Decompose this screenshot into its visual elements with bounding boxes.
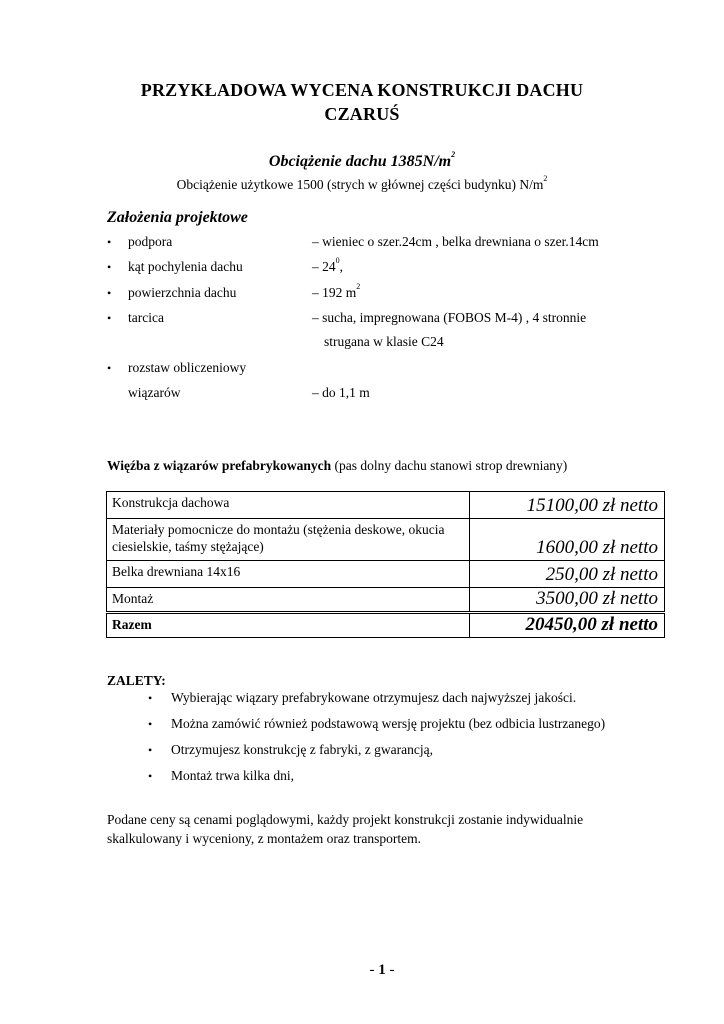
roof-load-heading [0,150,724,171]
bullet-icon: • [107,286,112,300]
bullet-icon: • [148,717,153,731]
bullet-icon: • [107,311,112,325]
useful-load-unit-sup: 2 [543,174,548,183]
page-number [0,962,724,979]
page-number-value: 1 [378,962,386,978]
item-name-cell: Materiały pomocnicze do montażu (stężenia deskowe, okucia ciesielskie, taśmy stężające) [107,519,470,561]
assumption-label: powierzchnia dachu [128,285,237,300]
advantage-text: Wybierając wiązary prefabrykowane otrzymujesz dach najwyższej jakości. [171,690,577,705]
advantage-text: Można zamówić również podstawową wersję projektu (bez odbicia lustrzanego) [171,716,606,731]
assumption-value: – wieniec o szer.24cm , belka drewniana o szer.14cm [312,234,599,249]
roof-load-unit-sup: 2 [451,150,456,159]
bullet-icon: • [107,260,112,274]
assumption-value [312,282,361,301]
useful-load-text: Obciążenie użytkowe 1500 (strych w głównej części budynku) N/m [176,177,544,192]
value-text: – 24 [312,259,336,274]
bullet-icon: • [148,691,153,705]
assumptions-heading: Założenia projektowe [107,209,248,226]
assumption-value [312,256,343,275]
item-amount-cell: 3500,00 zł netto [470,588,665,613]
item-name-cell: Belka drewniana 14x16 [107,561,470,588]
assumption-value: – do 1,1 m [312,385,370,400]
value-sup: 2 [356,282,361,291]
item-amount-cell: 15100,00 zł netto [470,492,665,519]
bullet-icon: • [148,769,153,783]
price-disclaimer: Podane ceny są cenami poglądowymi, każdy projekt konstrukcji zostanie indywidualnie skalkulowany i wyceniony, z montażem oraz transportem. [107,812,584,846]
item-amount-cell: 1600,00 zł netto [470,519,665,561]
assumption-value: – sucha, impregnowana (FOBOS M-4) , 4 stronnie [312,310,587,325]
total-label-cell: Razem [107,613,470,638]
table-intro-note: (pas dolny dachu stanowi strop drewniany) [331,458,568,473]
table-intro-bold: Więźba z wiązarów prefabrykowanych [107,458,332,473]
value-text: – 192 m [312,285,357,300]
value-suffix: , [339,259,343,274]
table-row [107,588,665,613]
assumption-label: tarcica [128,310,164,325]
advantage-text: Montaż trwa kilka dni, [171,768,294,783]
assumption-label-continued: wiązarów [128,385,181,400]
page-number-suffix: - [385,962,395,978]
bullet-icon: • [107,235,112,249]
bullet-icon: • [107,361,112,375]
table-row [107,492,665,519]
item-name-cell: Konstrukcja dachowa [107,492,470,519]
assumption-label: kąt pochylenia dachu [128,259,243,274]
item-name-cell: Montaż [107,588,470,613]
assumption-label: podpora [128,234,173,249]
document-title-line2: CZARUŚ [324,104,400,124]
advantage-text: Otrzymujesz konstrukcję z fabryki, z gwarancją, [171,742,434,757]
price-table [106,491,665,638]
document-title-line1: PRZYKŁADOWA WYCENA KONSTRUKCJI DACHU [140,80,584,100]
value-sup: 0 [335,256,340,265]
page-number-prefix: - [369,962,379,978]
table-row [107,561,665,588]
roof-load-text: Obciążenie dachu 1385N/m [268,153,452,170]
advantages-heading: ZALETY: [107,673,166,688]
assumption-label: rozstaw obliczeniowy [128,360,247,375]
bullet-icon: • [148,743,153,757]
table-row [107,519,665,561]
table-intro [107,458,567,474]
total-row [107,613,665,638]
total-amount-cell: 20450,00 zł netto [470,613,665,638]
assumption-value-continued: strugana w klasie C24 [324,334,444,349]
item-amount-cell: 250,00 zł netto [470,561,665,588]
useful-load-line [0,174,724,193]
